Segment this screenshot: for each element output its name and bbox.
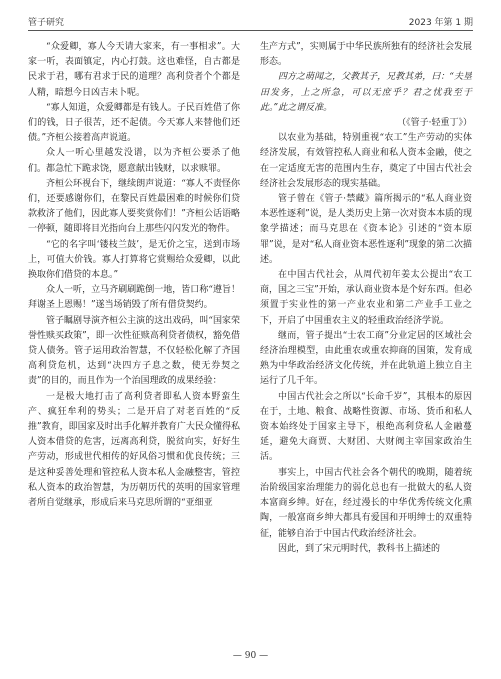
paragraph: “众爱卿，寡人今天请大家来，有一事相求”。大家一听，表面镇定，内心打鼓。这也难怪，自古都是民求于君，哪有君求于民的道理？高利贷者个个都是人精，暗想今日凶吉未卜呢。 <box>28 42 240 98</box>
paragraph: 众人一听心里越发没谱，以为齐桓公要杀了他们。都急忙下跪求饶，愿意献出钱财，以求赎罪。 <box>28 148 240 174</box>
page-header <box>28 12 473 30</box>
paragraph: 管子瞩剧导演齐桓公主演的这出戏码，叫“国家荣誉性赎买政策”，即一次性征赎高利贷者债权，豁免借贷人债务。管子运用政治智慧，不仅轻松化解了齐国高利贷危机，达到“决四方子息之数，使无券契之责”的目的，而且作为一个治国理政的成果经验： <box>28 315 240 387</box>
paragraph: 继而，管子提出“士农工商”分业定居的区域社会经济治理模型，由此重农或重农抑商的国策，发育成熟为中华政治经济文化传统，并在此轨道上独立自主运行了几千年。 <box>260 330 472 387</box>
paragraph: 管子曾在《管子·禁藏》篇所揭示的“私人商业资本恶性逐利”说，是人类历史上第一次对资本本质的现象学描述；而马克思在《资本论》引述的“资本原罪”说，是对“私人商业资本恶性逐利”现象的第二次描述。 <box>260 194 472 265</box>
paragraph: 一是极大地打击了高利贷者即私人资本野蛮生产、疯狂牟利的势头；二是开启了对老百姓的“反推”教育，即国家及时出手化解并教育广大民众懂得私人资本借贷的危害，远离高利贷，脱贫向实，好好生产劳动，形成世代相传的好风俗习惯和优良传统；三是这种妥善处理和管控私人资本私人金融整害，管控私人资本的政治智慧，为历朝历代的英明的国家管理者所自觉继承，形成后来马克思所谓的“亚细亚 <box>28 391 240 509</box>
right-column <box>260 40 472 557</box>
paragraph: “它的名字叫‘镂枝兰鼓’，是无价之宝，送到市场上，可值大价钱。寡人打算将它赏赐给众爱卿，以此换取你们借贷的本息。” <box>28 239 240 281</box>
journal-name: 管子研究 <box>28 18 65 28</box>
paragraph: 生产方式”，实则属于中华民族所独有的经济社会发展形态。 <box>260 42 472 68</box>
paragraph: 事实上，中国古代社会各个朝代的晚期，随着统治阶级国家治理能力的弱化总也有一批做大的私人资本富商乡绅。好在，经过漫长的中华优秀传统文化熏陶，一般富商乡绅大都具有爱国和开明绅士的双重特征，能够自治于中国古代政治经济社会。 <box>260 467 472 539</box>
paragraph: 中国古代社会之所以“长命千岁”，其根本的原因在于，土地、粮食、战略性资源、市场、货币和私人资本始终处于国家主导下，根绝高利贷私人金融蔓延，避免大商贾、大财团、大财阀主宰国家政治生活。 <box>260 391 472 463</box>
left-column <box>28 40 240 511</box>
paragraph: 众人一听，立马齐刷刷跪倒一地，皆口称“遵旨！拜谢圣上恩赐！”遂当场销毁了所有借贷契约。 <box>28 285 240 311</box>
paragraph: “寡人知道，众爱卿都是有钱人。子民百姓借了你们的钱，日子很苦，还不起债。今天寡人来替他们还债。”齐桓公接着高声说道。 <box>28 102 240 144</box>
paragraph: 因此，到了宋元明时代，教科书上描述的 <box>278 543 441 554</box>
citation: （《管子·轻重丁》） <box>397 118 472 129</box>
block-quote: 四方之萌闻之，父教其子，兄教其弟，曰：“夫垦田发务，上之所急，可以无庶乎？君之忧我至于此。”此之谓反准。 <box>260 72 472 113</box>
paragraph: 以农业为基础，特别重视“农工”生产劳动的实体经济发展，有效管控私人商业和私人资本金融，使之在一定适度无害的范围内生存，奠定了中国古代社会经济社会发展形态的现实基础。 <box>260 133 472 189</box>
paragraph: 在中国古代社会，从周代初年姜太公提出“农工商，国之三宝”开始，承认商业资本是个好东西。但必须置于实业性的第一产业农业和第二产业手工业之下，开启了中国重农主义的轻重政治经济学说。 <box>260 270 472 326</box>
page-number: — 90 — <box>232 651 269 661</box>
paragraph: 齐桓公环视台下，继续朗声说道：“寡人不责怪你们，还要感谢你们，在黎民百姓最困难的时候你们贷款救济了他们，因此寡人要奖赏你们！”齐桓公话语略一停顿，随即将目光指向台上那些闪闪发光的物件。 <box>28 178 240 235</box>
header-rule <box>28 30 473 31</box>
issue-label: 2023 年第 1 期 <box>408 18 473 28</box>
